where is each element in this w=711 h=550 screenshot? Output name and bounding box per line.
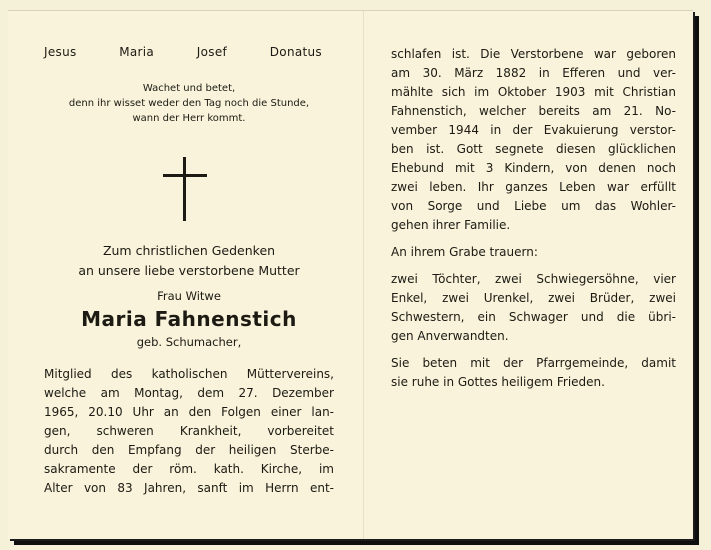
text-line: ben ist. Gott segnete diesen glücklichen — [391, 142, 676, 156]
memorial-card — [8, 10, 693, 539]
text-line: welche am Montag, dem 27. Dezember — [44, 386, 334, 400]
text-line: zwei leben. Ihr ganzes Leben war erfüllt — [391, 180, 676, 194]
text-line: Sie beten mit der Pfarrgemeinde, damit — [391, 356, 676, 370]
cross-icon — [162, 157, 210, 221]
text-line: gen Anverwandten. — [391, 329, 509, 343]
mourners-paragraph — [391, 270, 676, 346]
text-line: gen, schweren Krankheit, vorbereitet — [44, 424, 334, 438]
holy-name: Jesus — [44, 45, 77, 59]
holy-name: Maria — [119, 45, 155, 59]
prayer-paragraph — [391, 354, 676, 392]
text-line: Schwestern, ein Schwager und die übri- — [391, 310, 676, 324]
text-line: Mitglied des katholischen Müttervereins, — [44, 367, 334, 381]
bible-verse — [44, 81, 334, 126]
text-line: am 30. März 1882 in Efferen und ver- — [391, 66, 676, 80]
text-line: schlafen ist. Die Verstorbene war geboren — [391, 47, 676, 61]
text-line: sie ruhe in Gottes heiligem Frieden. — [391, 375, 605, 389]
name-prefix: Frau Witwe — [157, 289, 221, 303]
memorial-line: Zum christlichen Gedenken — [102, 243, 276, 258]
text-line: vember 1944 in der Evakuierung verstor- — [391, 123, 676, 137]
holy-name: Donatus — [269, 45, 322, 59]
deceased-name: Maria Fahnenstich — [81, 307, 297, 331]
text-line: 1965, 20.10 Uhr an den Folgen einer lan- — [44, 405, 334, 419]
memorial-heading — [44, 241, 334, 281]
fold-line — [363, 11, 364, 539]
birth-name: geb. Schumacher, — [136, 335, 242, 349]
holy-names — [44, 45, 322, 59]
text-line: Enkel, zwei Urenkel, zwei Brüder, zwei — [391, 291, 676, 305]
text-line: Ehebund mit 3 Kindern, von denen noch — [391, 161, 676, 175]
text-line: mählte sich im Oktober 1903 mit Christian — [391, 85, 676, 99]
text-line: von Sorge und Liebe um das Wohler- — [391, 199, 676, 213]
text-line: Alter von 83 Jahren, sanft im Herrn ent- — [44, 481, 334, 495]
text-line: durch den Empfang der heiligen Sterbe- — [44, 443, 334, 457]
text-line: sakramente der röm. kath. Kirche, im — [44, 462, 334, 476]
text-line: gehen ihrer Familie. — [391, 218, 511, 232]
verse-line: Wachet und betet, — [142, 83, 236, 94]
verse-line: wann der Herr kommt. — [132, 113, 246, 124]
verse-line: denn ihr wisset weder den Tag noch die Stunde, — [68, 98, 310, 109]
biography-paragraph — [391, 45, 676, 235]
text-line: zwei Töchter, zwei Schwiegersöhne, vier — [391, 272, 676, 286]
mourners-heading: An ihrem Grabe trauern: — [391, 245, 538, 259]
obituary-text-right — [391, 45, 676, 400]
memorial-line: an unsere liebe verstorbene Mutter — [78, 263, 300, 278]
obituary-text-left — [44, 365, 334, 498]
text-line: Fahnenstich, welcher bereits am 21. No- — [391, 104, 676, 118]
holy-name: Josef — [196, 45, 228, 59]
